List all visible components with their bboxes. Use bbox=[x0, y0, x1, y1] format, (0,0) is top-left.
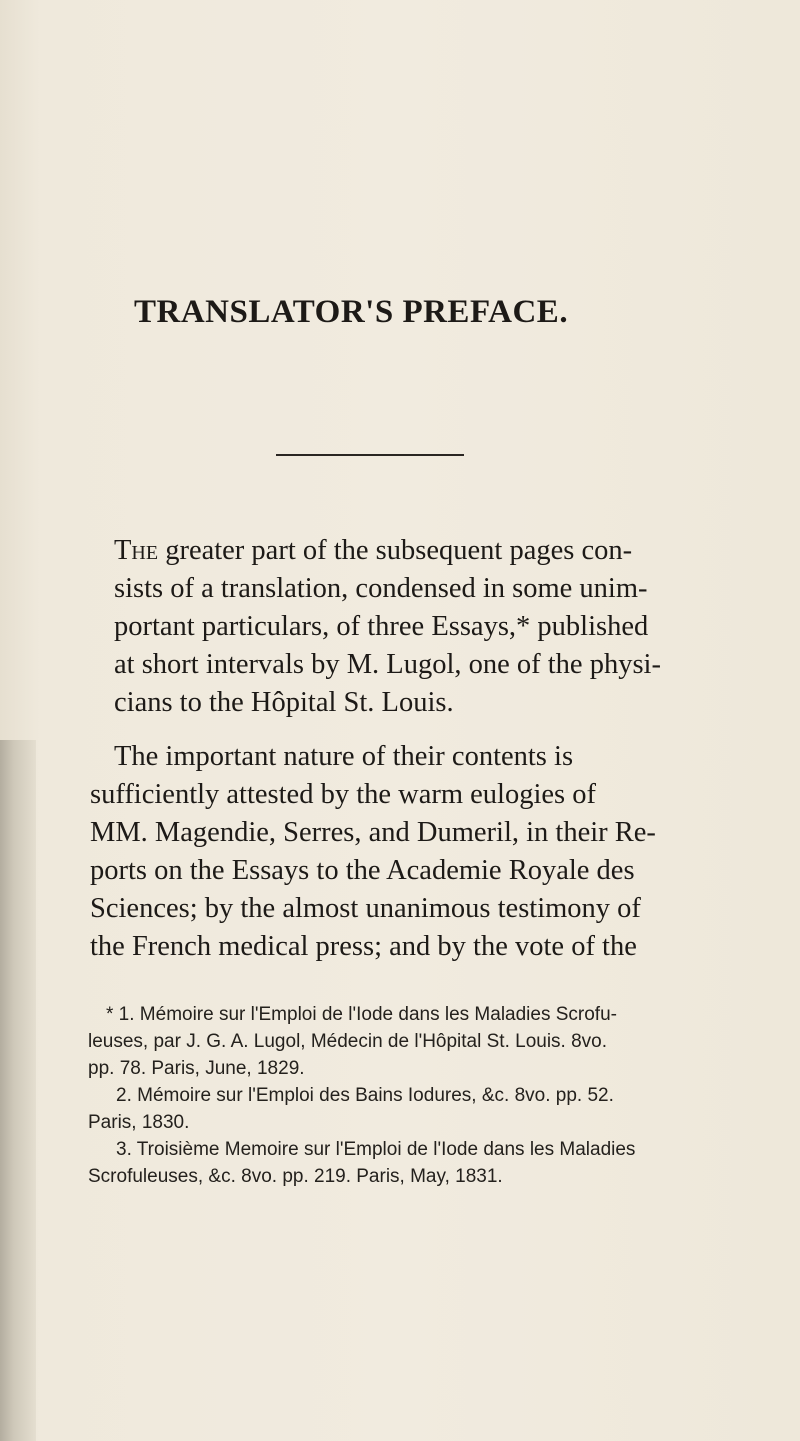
paragraph-1-line: at short intervals by M. Lugol, one of the physi- bbox=[114, 649, 661, 680]
title-rule bbox=[276, 454, 464, 456]
paragraph-2-line: sufficiently attested by the warm eulogies of bbox=[90, 779, 597, 810]
footnote-line: * 1. Mémoire sur l'Emploi de l'Iode dans les Maladies Scrofu- bbox=[106, 1004, 617, 1025]
paragraph-1-line bbox=[114, 532, 714, 570]
paragraph-1 bbox=[114, 532, 714, 722]
paragraph-2 bbox=[90, 738, 710, 966]
paragraph-2-line: The important nature of their contents is bbox=[114, 741, 574, 772]
paragraph-1-line: cians to the Hôpital St. Louis. bbox=[114, 687, 454, 718]
paragraph-2-line: Sciences; by the almost unanimous testimony of bbox=[90, 893, 641, 924]
paragraph-1-line: portant particulars, of three Essays,* published bbox=[114, 611, 649, 642]
page-gutter-shadow bbox=[0, 740, 36, 1441]
footnote-line: 3. Troisième Memoire sur l'Emploi de l'Iode dans les Maladies bbox=[116, 1139, 636, 1160]
footnote-line: leuses, par J. G. A. Lugol, Médecin de l'Hôpital St. Louis. 8vo. bbox=[88, 1031, 608, 1052]
footnote-line: Scrofuleuses, &c. 8vo. pp. 219. Paris, May, 1831. bbox=[88, 1166, 503, 1187]
footnote-line: 2. Mémoire sur l'Emploi des Bains Iodures, &c. 8vo. pp. 52. bbox=[116, 1085, 614, 1106]
footnote-line: Paris, 1830. bbox=[88, 1112, 190, 1133]
paragraph-1-first-word: The bbox=[114, 535, 159, 566]
footnote-line: pp. 78. Paris, June, 1829. bbox=[88, 1058, 305, 1079]
paragraph-1-line: sists of a translation, condensed in some unim- bbox=[114, 573, 648, 604]
paragraph-2-line: the French medical press; and by the vote of the bbox=[90, 931, 637, 962]
paragraph-2-line: MM. Magendie, Serres, and Dumeril, in their Re- bbox=[90, 817, 656, 848]
paragraph-1-line-text: greater part of the subsequent pages con- bbox=[158, 535, 633, 566]
page-title: TRANSLATOR'S PREFACE. bbox=[134, 294, 569, 330]
paragraph-2-line: ports on the Essays to the Academie Royale des bbox=[90, 855, 635, 886]
footnote bbox=[88, 1001, 728, 1190]
